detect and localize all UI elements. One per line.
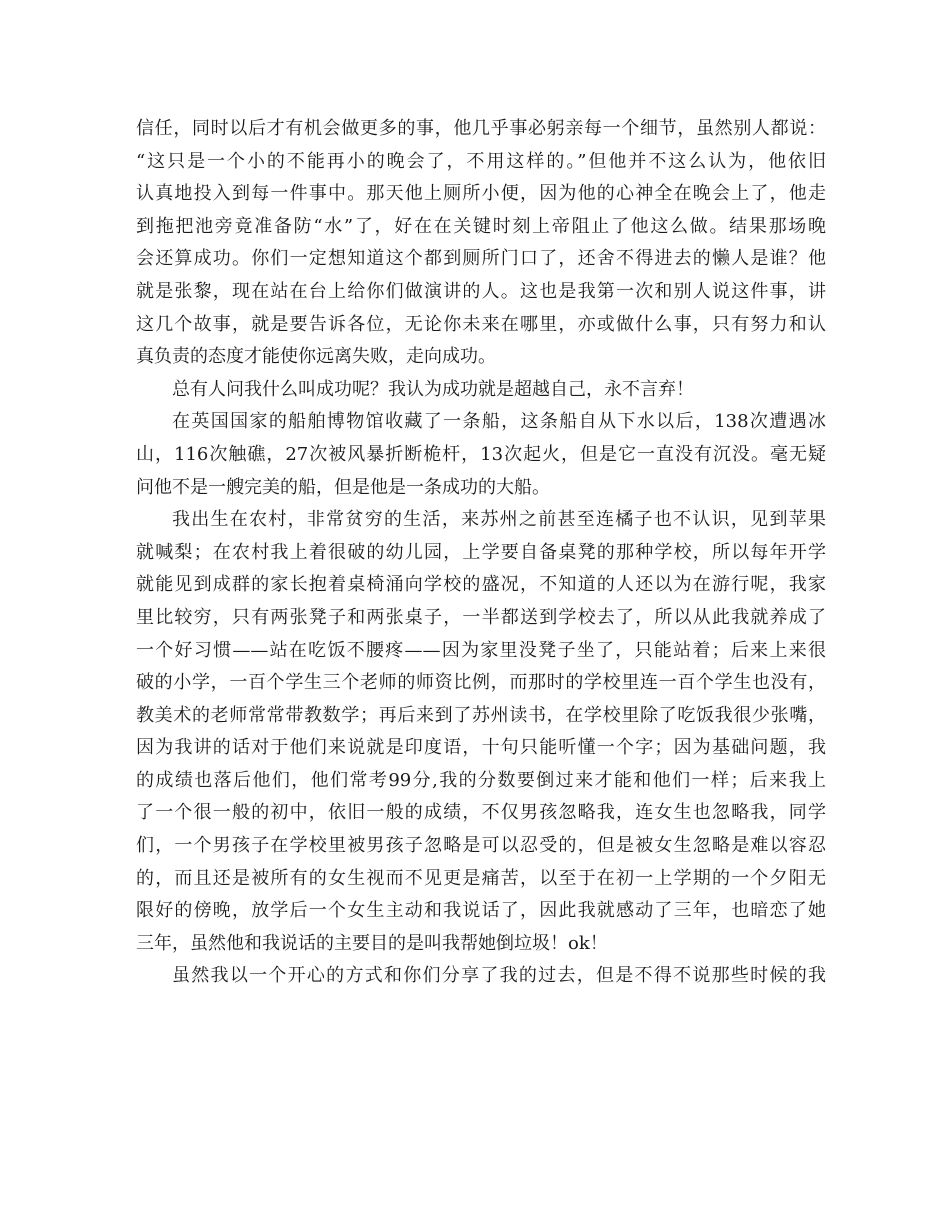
text-line: 就是张黎，现在站在台上给你们做演讲的人。这也是我第一次和别人说这件事，讲: [136, 280, 826, 302]
text-line: 这几个故事，就是要告诉各位，无论你未来在哪里，亦或做什么事，只有努力和认: [136, 313, 826, 335]
text-line: 们，一个男孩子在学校里被男孩子忽略是可以忍受的，但是被女生忽略是难以容忍: [136, 835, 826, 857]
text-line: 山，116次触礁，27次被风暴折断桅杆，13次起火，但是它一直没有沉没。毫无疑: [136, 443, 826, 465]
text-line: 的成绩也落后他们，他们常考99分,我的分数要倒过来才能和他们一样；后来我上: [136, 769, 826, 791]
document-body: [136, 113, 826, 993]
text-line: 就能见到成群的家长抱着桌椅涌向学校的盛况，不知道的人还以为在游行呢，我家: [136, 574, 826, 596]
text-line: “这只是一个小的不能再小的晚会了，不用这样的。”但他并不这么认为，他依旧: [136, 150, 826, 172]
text-line: 就喊梨；在农村我上着很破的幼儿园，上学要自备桌凳的那种学校，所以每年开学: [136, 541, 826, 563]
paragraph-p3: [136, 406, 826, 504]
text-line: 问他不是一艘完美的船，但是他是一条成功的大船。: [136, 476, 550, 498]
text-line: 我出生在农村，非常贫穷的生活，来苏州之前甚至连橘子也不认识，见到苹果: [172, 509, 826, 531]
paragraph-p2: [136, 374, 826, 407]
text-line: 一个好习惯——站在吃饭不腰疼——因为家里没凳子坐了，只能站着；后来上来很: [136, 639, 826, 661]
paragraph-p4: [136, 504, 826, 960]
text-line: 在英国国家的船舶博物馆收藏了一条船，这条船自从下水以后，138次遭遇冰: [172, 411, 826, 433]
text-line: 因为我讲的话对于他们来说就是印度语，十句只能听懂一个字；因为基础问题，我: [136, 737, 826, 759]
paragraph-p1: [136, 113, 826, 374]
text-line: 认真地投入到每一件事中。那天他上厕所小便，因为他的心神全在晚会上了，他走: [136, 183, 826, 205]
text-line: 里比较穷，只有两张凳子和两张桌子，一半都送到学校去了，所以从此我就养成了: [136, 606, 826, 628]
text-line: 限好的傍晚，放学后一个女生主动和我说话了，因此我就感动了三年，也暗恋了她: [136, 900, 826, 922]
text-line: 真负责的态度才能使你远离失败，走向成功。: [136, 346, 496, 368]
text-line: 信任，同时以后才有机会做更多的事，他几乎事必躬亲每一个细节，虽然别人都说：: [136, 118, 826, 139]
text-line: 了一个很一般的初中，依旧一般的成绩，不仅男孩忽略我，连女生也忽略我，同学: [136, 802, 826, 824]
paragraph-p5: [136, 960, 826, 993]
text-line: 的，而且还是被所有的女生视而不见更是痛苦，以至于在初一上学期的一个夕阳无: [136, 867, 826, 889]
text-line: 破的小学，一百个学生三个老师的师资比例，而那时的学校里连一百个学生也没有，: [136, 672, 826, 694]
text-line: 总有人问我什么叫成功呢？我认为成功就是超越自己，永不言弃！: [172, 378, 694, 400]
text-line: 到拖把池旁竟准备防“水”了，好在在关键时刻上帝阻止了他这么做。结果那场晚: [136, 215, 826, 237]
text-line: 虽然我以一个开心的方式和你们分享了我的过去，但是不得不说那些时候的我: [172, 965, 826, 987]
text-line: 教美术的老师常常带教数学；再后来到了苏州读书，在学校里除了吃饭我很少张嘴，: [136, 704, 826, 726]
text-line: 会还算成功。你们一定想知道这个都到厕所门口了，还舍不得进去的懒人是谁？他: [136, 248, 826, 270]
text-line: 三年，虽然他和我说话的主要目的是叫我帮她倒垃圾！ok！: [136, 932, 608, 954]
